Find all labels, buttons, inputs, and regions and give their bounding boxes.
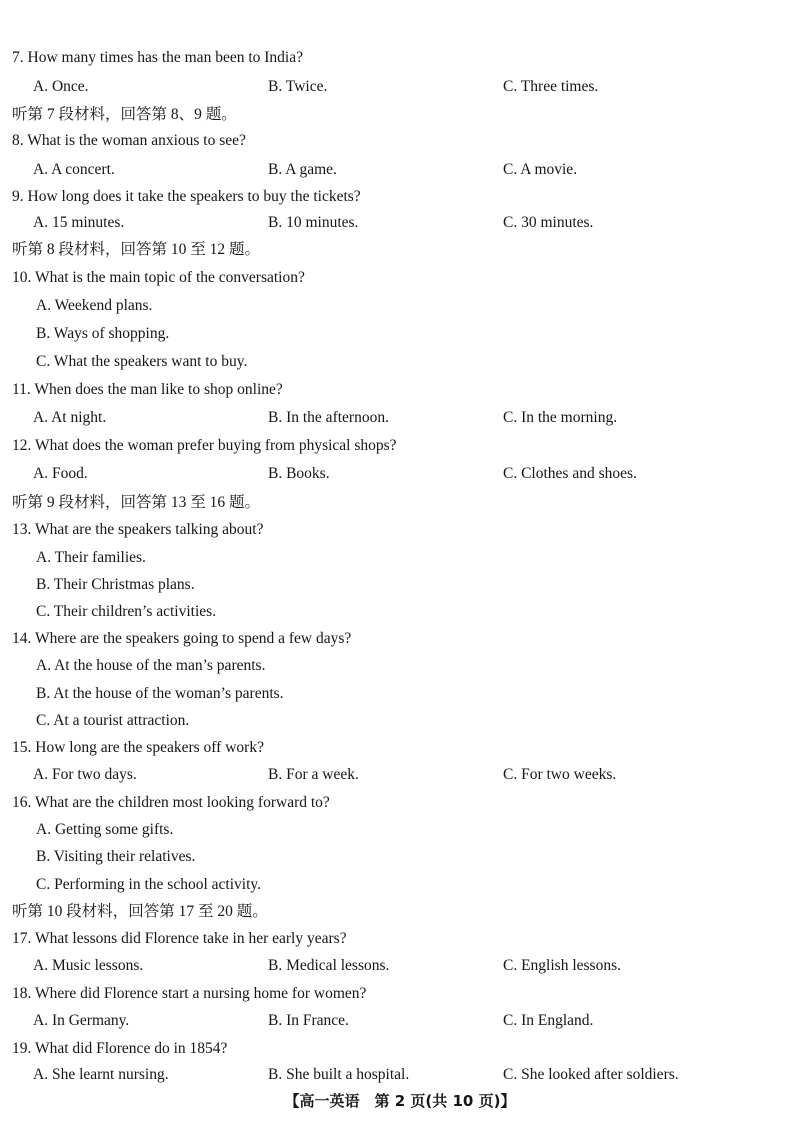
option-b: B. Ways of shopping.: [36, 325, 170, 342]
option-a: A. For two days.: [33, 766, 137, 783]
option-b: B. Twice.: [268, 78, 328, 95]
question-16-stem: 16. What are the children most looking forward to?: [12, 794, 330, 811]
option-b: B. She built a hospital.: [268, 1066, 410, 1083]
option-b: B. Books.: [268, 465, 330, 482]
option-a: A. 15 minutes.: [33, 214, 125, 231]
option-b: B. A game.: [268, 161, 337, 178]
option-c: C. What the speakers want to buy.: [36, 353, 248, 370]
section-heading-7: 听第 7 段材料，回答第 8、9 题。: [12, 106, 237, 123]
question-14-stem: 14. Where are the speakers going to spend a few days?: [12, 630, 352, 647]
option-b: B. In the afternoon.: [268, 409, 389, 426]
page-footer: 【高一英语 第 2 页(共 10 页)】: [284, 1092, 516, 1110]
question-11-stem: 11. When does the man like to shop online?: [12, 381, 283, 398]
question-9-stem: 9. How long does it take the speakers to buy the tickets?: [12, 188, 361, 205]
option-a: A. In Germany.: [33, 1012, 130, 1029]
question-10-stem: 10. What is the main topic of the conversation?: [12, 269, 305, 286]
question-7-stem: 7. How many times has the man been to India?: [12, 49, 303, 66]
question-19-stem: 19. What did Florence do in 1854?: [12, 1040, 228, 1057]
option-b: B. For a week.: [268, 766, 359, 783]
section-heading-10: 听第 10 段材料，回答第 17 至 20 题。: [12, 903, 268, 920]
option-a: A. Food.: [33, 465, 88, 482]
option-b: B. Their Christmas plans.: [36, 576, 195, 593]
option-c: C. 30 minutes.: [503, 214, 594, 231]
question-15-stem: 15. How long are the speakers off work?: [12, 739, 264, 756]
option-c: C. In England.: [503, 1012, 594, 1029]
option-b: B. 10 minutes.: [268, 214, 359, 231]
option-c: C. For two weeks.: [503, 766, 617, 783]
option-c: C. Their children’s activities.: [36, 603, 217, 620]
option-a: A. Weekend plans.: [36, 297, 153, 314]
option-c: C. At a tourist attraction.: [36, 712, 190, 729]
option-b: B. At the house of the woman’s parents.: [36, 685, 284, 702]
option-c: C. Clothes and shoes.: [503, 465, 637, 482]
option-a: A. At the house of the man’s parents.: [36, 657, 266, 674]
option-b: B. Medical lessons.: [268, 957, 390, 974]
option-b: B. Visiting their relatives.: [36, 848, 196, 865]
option-a: A. Once.: [33, 78, 89, 95]
question-18-stem: 18. Where did Florence start a nursing home for women?: [12, 985, 367, 1002]
section-heading-9: 听第 9 段材料，回答第 13 至 16 题。: [12, 494, 261, 511]
option-a: A. She learnt nursing.: [33, 1066, 169, 1083]
option-a: A. Their families.: [36, 549, 146, 566]
option-c: C. English lessons.: [503, 957, 621, 974]
option-c: C. A movie.: [503, 161, 578, 178]
section-heading-8: 听第 8 段材料，回答第 10 至 12 题。: [12, 241, 261, 258]
option-c: C. Performing in the school activity.: [36, 876, 261, 893]
question-8-stem: 8. What is the woman anxious to see?: [12, 132, 246, 149]
option-c: C. In the morning.: [503, 409, 618, 426]
question-12-stem: 12. What does the woman prefer buying from physical shops?: [12, 437, 397, 454]
question-13-stem: 13. What are the speakers talking about?: [12, 521, 264, 538]
option-a: A. A concert.: [33, 161, 115, 178]
option-b: B. In France.: [268, 1012, 349, 1029]
option-a: A. Music lessons.: [33, 957, 144, 974]
option-c: C. She looked after soldiers.: [503, 1066, 679, 1083]
option-a: A. Getting some gifts.: [36, 821, 174, 838]
option-a: A. At night.: [33, 409, 107, 426]
question-17-stem: 17. What lessons did Florence take in her early years?: [12, 930, 347, 947]
option-c: C. Three times.: [503, 78, 599, 95]
